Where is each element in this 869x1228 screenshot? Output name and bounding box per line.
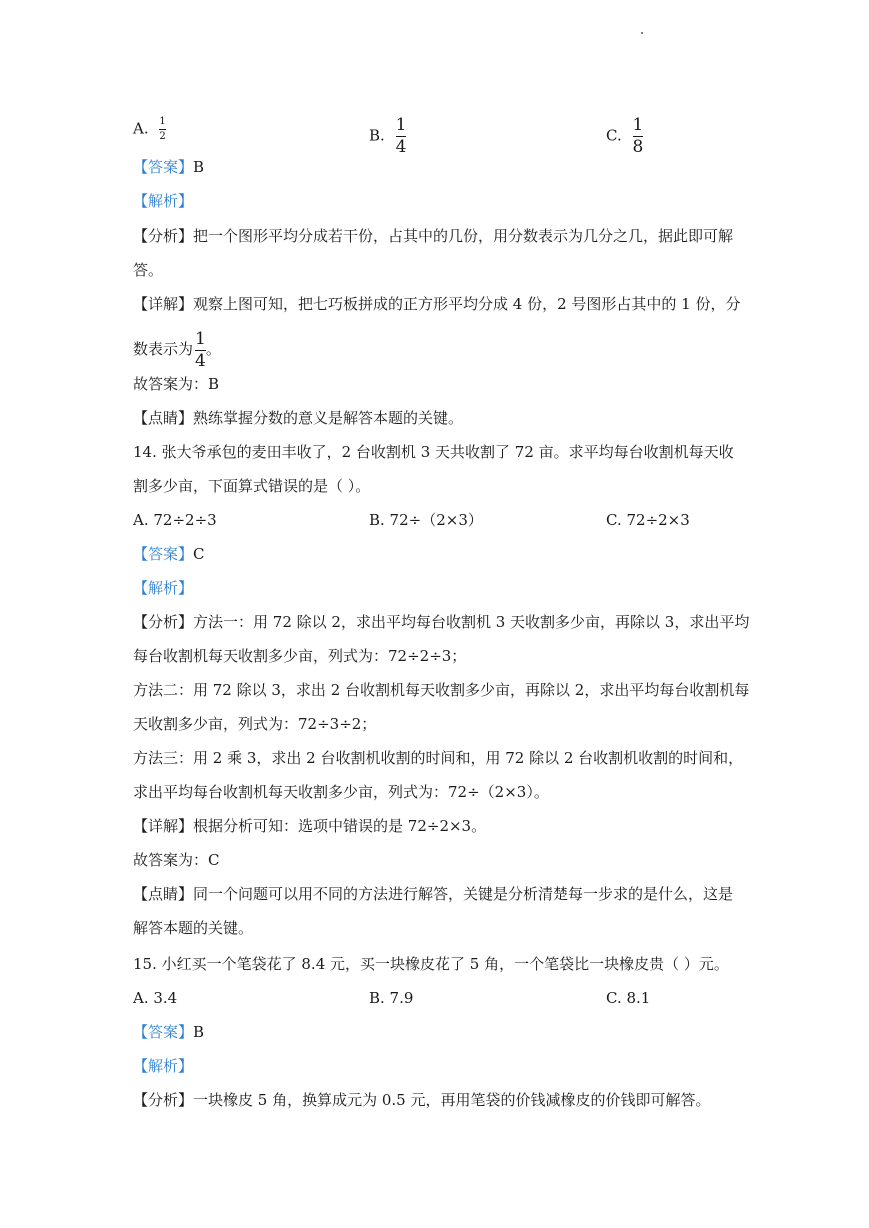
q13-xiangjie: 【详解】观察上图可知，把七巧板拼成的正方形平均分成 4 份，2 号图形占其中的 1 份，分 xyxy=(133,295,741,313)
q15-stem: 15. 小红买一个笔袋花了 8.4 元，买一块橡皮花了 5 角，一个笔袋比一块橡皮贵（ ）元。 xyxy=(133,955,729,973)
q14-method2-cont: 天收割多少亩，列式为：72÷3÷2； xyxy=(133,715,377,733)
q15-answer: 【答案】B xyxy=(133,1023,205,1041)
q14-dianjing: 【点睛】同一个问题可以用不同的方法进行解答，关键是分析清楚每一步求的是什么，这是 xyxy=(133,885,734,903)
page-dot xyxy=(641,32,643,34)
q13-dianjing: 【点睛】熟练掌握分数的意义是解答本题的关键。 xyxy=(133,409,464,427)
q14-stem: 14. 张大爷承包的麦田丰收了，2 台收割机 3 天共收割了 72 亩。求平均每台收割机每天收 xyxy=(133,443,734,461)
q14-option-a: A. 72÷2÷3 xyxy=(133,511,217,529)
q13-fenxi-cont: 答。 xyxy=(133,261,164,279)
q15-option-b: B. 7.9 xyxy=(369,989,414,1007)
q13-xiangjie-cont: 数表示为 $\frac{1}{4}$ 。 xyxy=(133,328,221,371)
q14-method3: 方法三：用 2 乘 3，求出 2 台收割机收割的时间和，用 72 除以 2 台收割机收割的时间和， xyxy=(133,749,744,767)
fraction: $\frac{1}{8}$ xyxy=(632,115,644,157)
q14-stem-cont: 割多少亩，下面算式错误的是（ ）。 xyxy=(133,477,371,495)
fraction: $\frac{1}{4}$ xyxy=(195,328,206,371)
q14-method3-cont: 求出平均每台收割机每天收割多少亩，列式为：72÷（2×3）。 xyxy=(133,783,549,801)
q14-answer: 【答案】C xyxy=(133,545,205,563)
q14-jiexi: 【解析】 xyxy=(133,579,194,597)
q13-jiexi: 【解析】 xyxy=(133,192,194,210)
fraction: $\frac{1}{2}$ xyxy=(159,116,166,142)
q13-fenxi: 【分析】把一个图形平均分成若干份，占其中的几份，用分数表示为几分之几，据此即可解 xyxy=(133,227,734,245)
q14-fenxi: 【分析】方法一：用 72 除以 2，求出平均每台收割机 3 天收割多少亩，再除以 3，求出平均 xyxy=(133,613,750,631)
q14-option-b: B. 72÷（2×3） xyxy=(369,511,483,529)
q13-option-c: C. $\frac{1}{8}$ xyxy=(606,115,644,157)
q14-dianjing-cont: 解答本题的关键。 xyxy=(133,919,254,937)
q15-option-c: C. 8.1 xyxy=(606,989,651,1007)
q14-xiangjie: 【详解】根据分析可知：选项中错误的是 72÷2×3。 xyxy=(133,817,487,835)
q15-jiexi: 【解析】 xyxy=(133,1057,194,1075)
q14-final: 故答案为：C xyxy=(133,851,220,869)
q14-method2: 方法二：用 72 除以 3，求出 2 台收割机每天收割多少亩，再除以 2，求出平均每台收割机每 xyxy=(133,681,750,699)
q15-option-a: A. 3.4 xyxy=(133,989,178,1007)
q13-option-b: B. $\frac{1}{4}$ xyxy=(369,115,407,157)
fraction: $\frac{1}{4}$ xyxy=(395,115,407,157)
q14-fenxi-cont: 每台收割机每天收割多少亩，列式为：72÷2÷3； xyxy=(133,647,467,665)
q14-option-c: C. 72÷2×3 xyxy=(606,511,690,529)
q13-answer: 【答案】B xyxy=(133,158,205,176)
q13-final: 故答案为：B xyxy=(133,375,220,393)
q15-fenxi: 【分析】一块橡皮 5 角，换算成元为 0.5 元，再用笔袋的价钱减橡皮的价钱即可解答。 xyxy=(133,1091,711,1109)
q13-option-a: A. $\frac{1}{2}$ xyxy=(133,116,166,142)
